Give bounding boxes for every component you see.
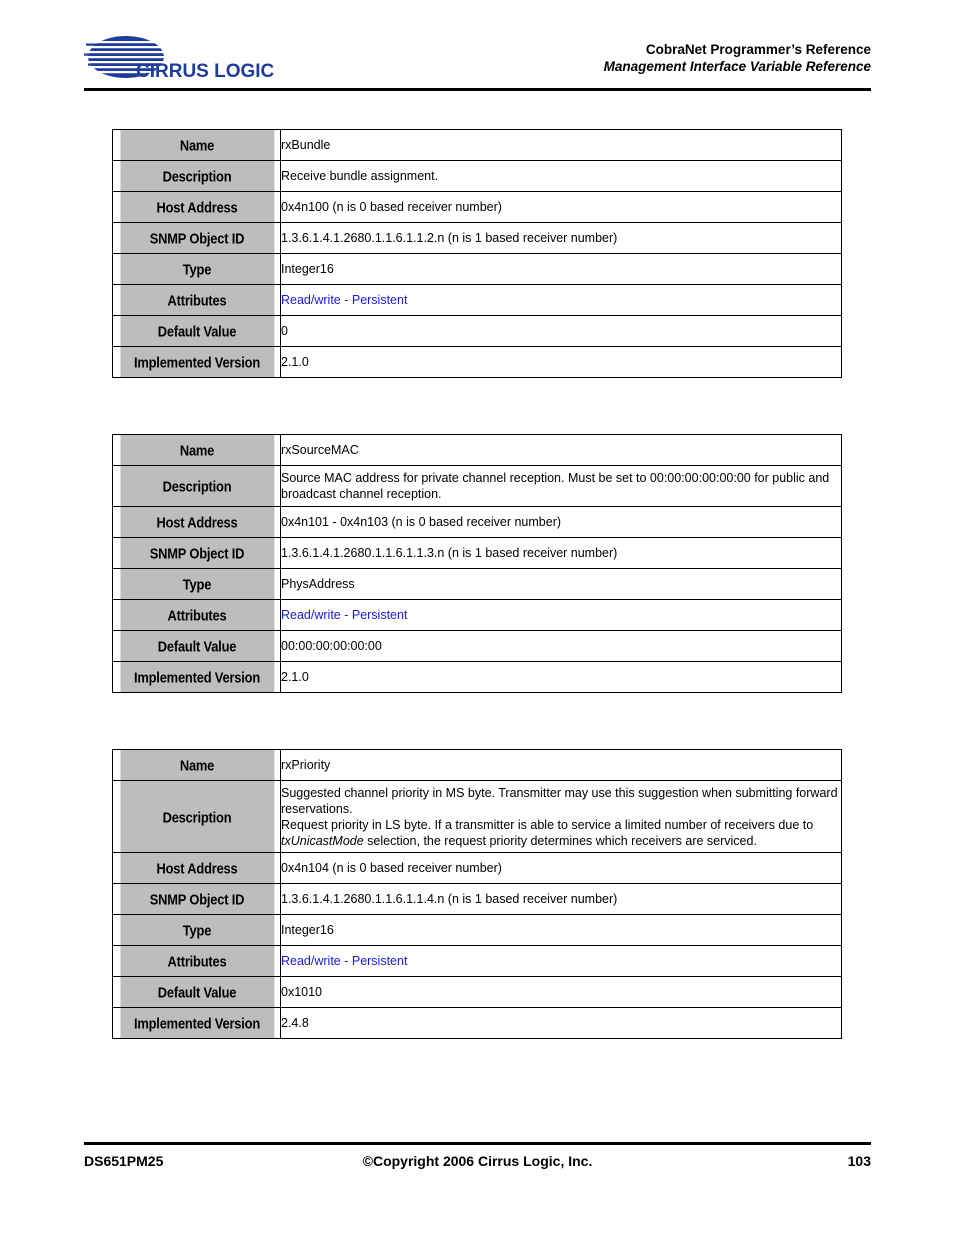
label-host-address: Host Address — [119, 507, 274, 538]
label-default-value: Default Value — [119, 316, 274, 347]
attributes-link[interactable]: Read/write - Persistent — [281, 600, 842, 631]
label-attributes: Attributes — [119, 600, 274, 631]
label-type: Type — [119, 915, 274, 946]
value-snmp-object-id: 1.3.6.1.4.1.2680.1.1.6.1.1.4.n (n is 1 based receiver number) — [281, 884, 842, 915]
label-attributes: Attributes — [119, 946, 274, 977]
value-description: Receive bundle assignment. — [281, 161, 842, 192]
label-host-address: Host Address — [119, 853, 274, 884]
footer-divider — [84, 1142, 871, 1145]
label-implemented-version: Implemented Version — [119, 1008, 274, 1039]
value-implemented-version: 2.1.0 — [281, 662, 842, 693]
description-txunicastmode: txUnicastMode — [281, 833, 364, 848]
variable-table-rxpriority — [112, 749, 842, 1039]
description-line-2: Request priority in LS byte. If a transmitter is able to service a limited number of receivers due to — [281, 817, 814, 832]
attributes-link[interactable]: Read/write - Persistent — [281, 946, 842, 977]
attributes-link[interactable]: Read/write - Persistent — [281, 285, 842, 316]
value-type: PhysAddress — [281, 569, 842, 600]
label-name: Name — [119, 750, 274, 781]
page-header — [84, 32, 871, 90]
value-default-value: 00:00:00:00:00:00 — [281, 631, 842, 662]
copyright: ©Copyright 2006 Cirrus Logic, Inc. — [362, 1153, 593, 1169]
value-implemented-version: 2.1.0 — [281, 347, 842, 378]
label-default-value: Default Value — [119, 977, 274, 1008]
value-default-value: 0x1010 — [281, 977, 842, 1008]
value-snmp-object-id: 1.3.6.1.4.1.2680.1.1.6.1.1.2.n (n is 1 based receiver number) — [281, 223, 842, 254]
label-type: Type — [119, 254, 274, 285]
value-default-value: 0 — [281, 316, 842, 347]
logo-text: CIRRUS LOGIC — [136, 61, 275, 80]
value-snmp-object-id: 1.3.6.1.4.1.2680.1.1.6.1.1.3.n (n is 1 based receiver number) — [281, 538, 842, 569]
value-host-address: 0x4n101 - 0x4n103 (n is 0 based receiver number) — [281, 507, 842, 538]
description-line-3: selection, the request priority determines which receivers are serviced. — [367, 833, 757, 848]
label-attributes: Attributes — [119, 285, 274, 316]
label-type: Type — [119, 569, 274, 600]
value-name: rxPriority — [281, 750, 842, 781]
header-divider — [84, 88, 871, 91]
label-name: Name — [119, 130, 274, 161]
value-implemented-version: 2.4.8 — [281, 1008, 842, 1039]
doc-id: DS651PM25 — [84, 1153, 164, 1169]
variable-table-rxsourcemac — [112, 434, 842, 693]
value-type: Integer16 — [281, 254, 842, 285]
label-snmp-object-id: SNMP Object ID — [119, 538, 274, 569]
header-subtitle: Management Interface Variable Reference — [603, 59, 871, 74]
label-description: Description — [119, 161, 274, 192]
value-description — [281, 781, 842, 853]
value-name: rxSourceMAC — [281, 435, 842, 466]
value-host-address: 0x4n104 (n is 0 based receiver number) — [281, 853, 842, 884]
value-type: Integer16 — [281, 915, 842, 946]
label-snmp-object-id: SNMP Object ID — [119, 223, 274, 254]
label-implemented-version: Implemented Version — [119, 347, 274, 378]
label-default-value: Default Value — [119, 631, 274, 662]
value-host-address: 0x4n100 (n is 0 based receiver number) — [281, 192, 842, 223]
header-title: CobraNet Programmer’s Reference — [645, 42, 871, 57]
page-footer — [84, 1153, 871, 1173]
label-snmp-object-id: SNMP Object ID — [119, 884, 274, 915]
label-description: Description — [119, 781, 274, 853]
description-line-1: Suggested channel priority in MS byte. Transmitter may use this suggestion when submitting forward reservations. — [281, 785, 838, 816]
label-name: Name — [119, 435, 274, 466]
label-implemented-version: Implemented Version — [119, 662, 274, 693]
value-name: rxBundle — [281, 130, 842, 161]
label-host-address: Host Address — [119, 192, 274, 223]
variable-table-rxbundle — [112, 129, 842, 378]
value-description: Source MAC address for private channel reception. Must be set to 00:00:00:00:00:00 for public and broadcast channel reception. — [281, 466, 842, 507]
label-description: Description — [119, 466, 274, 507]
cirrus-logic-logo — [84, 34, 304, 80]
page-number: 103 — [847, 1153, 871, 1169]
